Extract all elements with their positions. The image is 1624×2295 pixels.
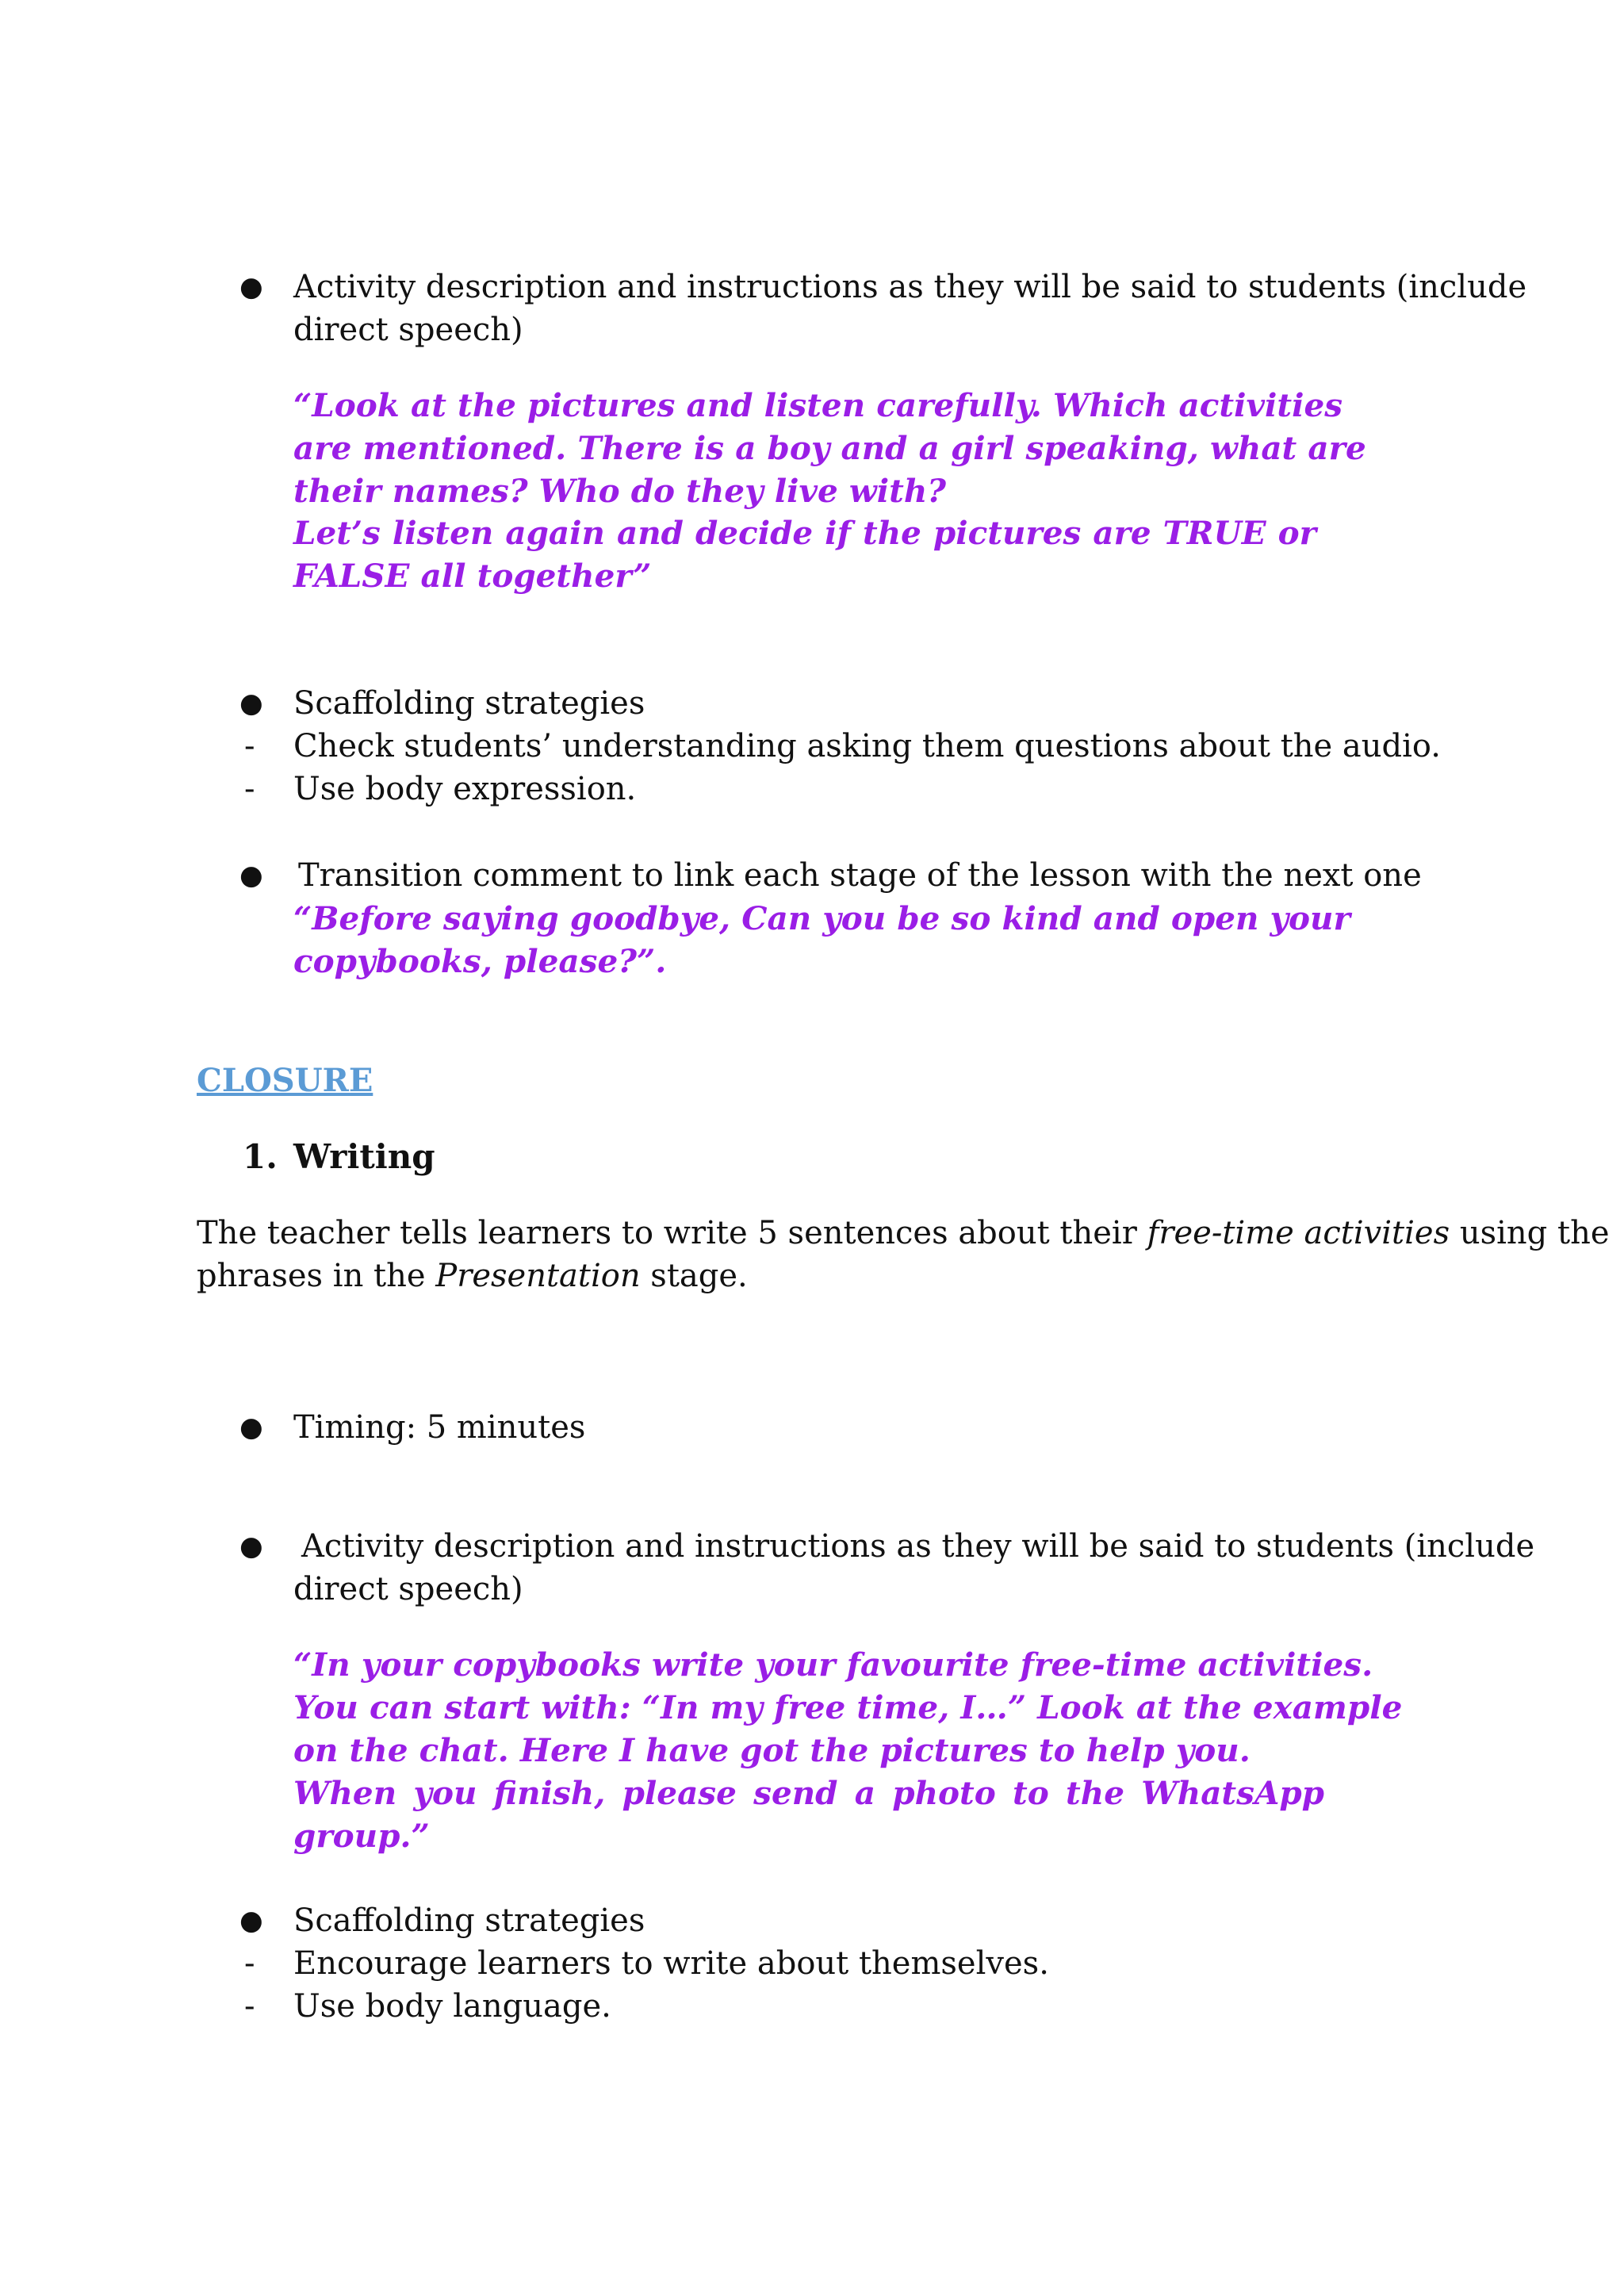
speech-line: are mentioned. There is a boy and a girl speaking, what are	[293, 429, 1366, 467]
paragraph-italic: free-time activities	[1147, 1215, 1450, 1251]
timing: Timing: 5 minutes	[293, 1409, 586, 1446]
bullet-icon: ●	[239, 271, 263, 303]
paragraph-text: stage.	[640, 1258, 748, 1294]
speech-line: on the chat. Here I have got the pictures to help you.	[293, 1731, 1251, 1769]
closure-paragraph-line1	[197, 1212, 1610, 1255]
paragraph-italic: Presentation	[435, 1258, 641, 1294]
writing-heading	[243, 1136, 435, 1178]
transition-heading: Transition comment to link each stage of the lesson with the next one	[298, 857, 1422, 894]
scaffolding-item: Encourage learners to write about themselves.	[293, 1945, 1049, 1982]
activity-heading-line1: Activity description and instructions as they will be said to students (include	[301, 1528, 1535, 1565]
bullet-icon: ●	[239, 1905, 263, 1937]
activity-heading-line1: Activity description and instructions as they will be said to students (include	[293, 269, 1527, 305]
speech-line: Let’s listen again and decide if the pictures are TRUE or	[293, 514, 1316, 552]
paragraph-text: phrases in the	[197, 1258, 436, 1294]
activity-heading-line2: direct speech)	[293, 312, 523, 348]
scaffolding-heading: Scaffolding strategies	[293, 685, 645, 722]
transition-speech-line: “Before saying goodbye, Can you be so kind and open your	[293, 899, 1350, 937]
scaffolding-item: Use body language.	[293, 1988, 611, 2025]
bullet-icon: ●	[239, 688, 263, 719]
speech-line: group.”	[293, 1817, 430, 1855]
dash-icon: -	[244, 1945, 255, 1982]
scaffolding-item: Use body expression.	[293, 771, 637, 807]
item-number: 1.	[243, 1137, 278, 1176]
dash-icon: -	[244, 728, 255, 764]
dash-icon: -	[244, 1988, 255, 2025]
speech-line: When you finish, please send a photo to the WhatsApp	[293, 1774, 1324, 1812]
scaffolding-item: Check students’ understanding asking them questions about the audio.	[293, 728, 1442, 764]
closure-heading: CLOSURE	[197, 1062, 373, 1099]
scaffolding-heading: Scaffolding strategies	[293, 1902, 645, 1939]
speech-line: You can start with: “In my free time, I…” Look at the example	[293, 1688, 1403, 1726]
bullet-icon: ●	[239, 1412, 263, 1443]
paragraph-text: using the	[1450, 1215, 1610, 1251]
item-title: Writing	[293, 1137, 435, 1176]
bullet-icon: ●	[239, 860, 263, 891]
speech-line: “In your copybooks write your favourite free-time activities.	[293, 1646, 1373, 1684]
dash-icon: -	[244, 771, 255, 807]
activity-heading-line2: direct speech)	[293, 1571, 523, 1607]
bullet-icon: ●	[239, 1531, 263, 1562]
speech-line: their names? Who do they live with?	[293, 472, 947, 510]
speech-line: “Look at the pictures and listen carefully. Which activities	[293, 386, 1343, 424]
paragraph-text: The teacher tells learners to write 5 sentences about their	[197, 1215, 1147, 1251]
closure-paragraph-line2	[197, 1255, 1427, 1297]
transition-speech-line: copybooks, please?”.	[293, 942, 667, 980]
speech-line: FALSE all together”	[293, 557, 652, 595]
